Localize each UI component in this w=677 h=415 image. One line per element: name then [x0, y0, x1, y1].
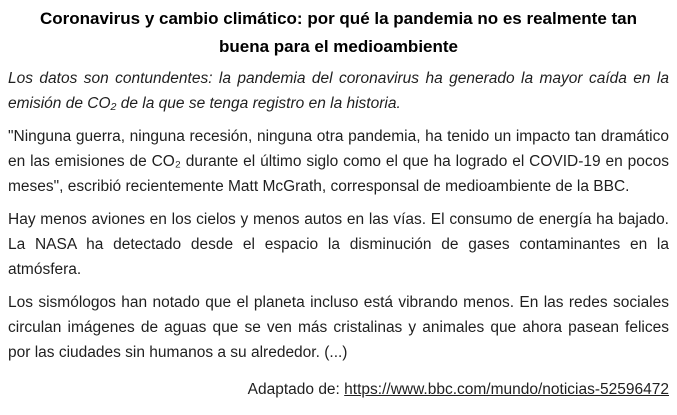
article-paragraph-2: Hay menos aviones en los cielos y menos autos en las vías. El consumo de energía ha bajado. La NASA ha detectado desde el espacio la disminución de gases contaminantes en la atmósfera. [8, 211, 669, 278]
article-paragraph-1: "Ninguna guerra, ninguna recesión, ninguna otra pandemia, ha tenido un impacto tan dramático en las emisiones de CO₂ durante el último siglo como el que ha logrado el COVID-19 en pocos meses", escribió recientemente Matt McGrath, corresponsal de medioambiente de la BBC. [8, 128, 669, 195]
article-paragraph-3: Los sismólogos han notado que el planeta incluso está vibrando menos. En las redes sociales circulan imágenes de aguas que se ven más cristalinas y animales que ahora pasean felices por las ciudades sin humanos a su alrededor. (...) [8, 294, 669, 361]
article-lede: Los datos son contundentes: la pandemia del coronavirus ha generado la mayor caída en la emisión de CO₂ de la que se tenga registro en la historia. [8, 70, 669, 112]
source-label: Adaptado de: [247, 381, 345, 398]
source-line [8, 377, 669, 402]
article-title: Coronavirus y cambio climático: por qué la pandemia no es realmente tan buena para el medioambiente [39, 9, 638, 56]
source-link[interactable]: https://www.bbc.com/mundo/noticias-52596472 [344, 381, 669, 398]
